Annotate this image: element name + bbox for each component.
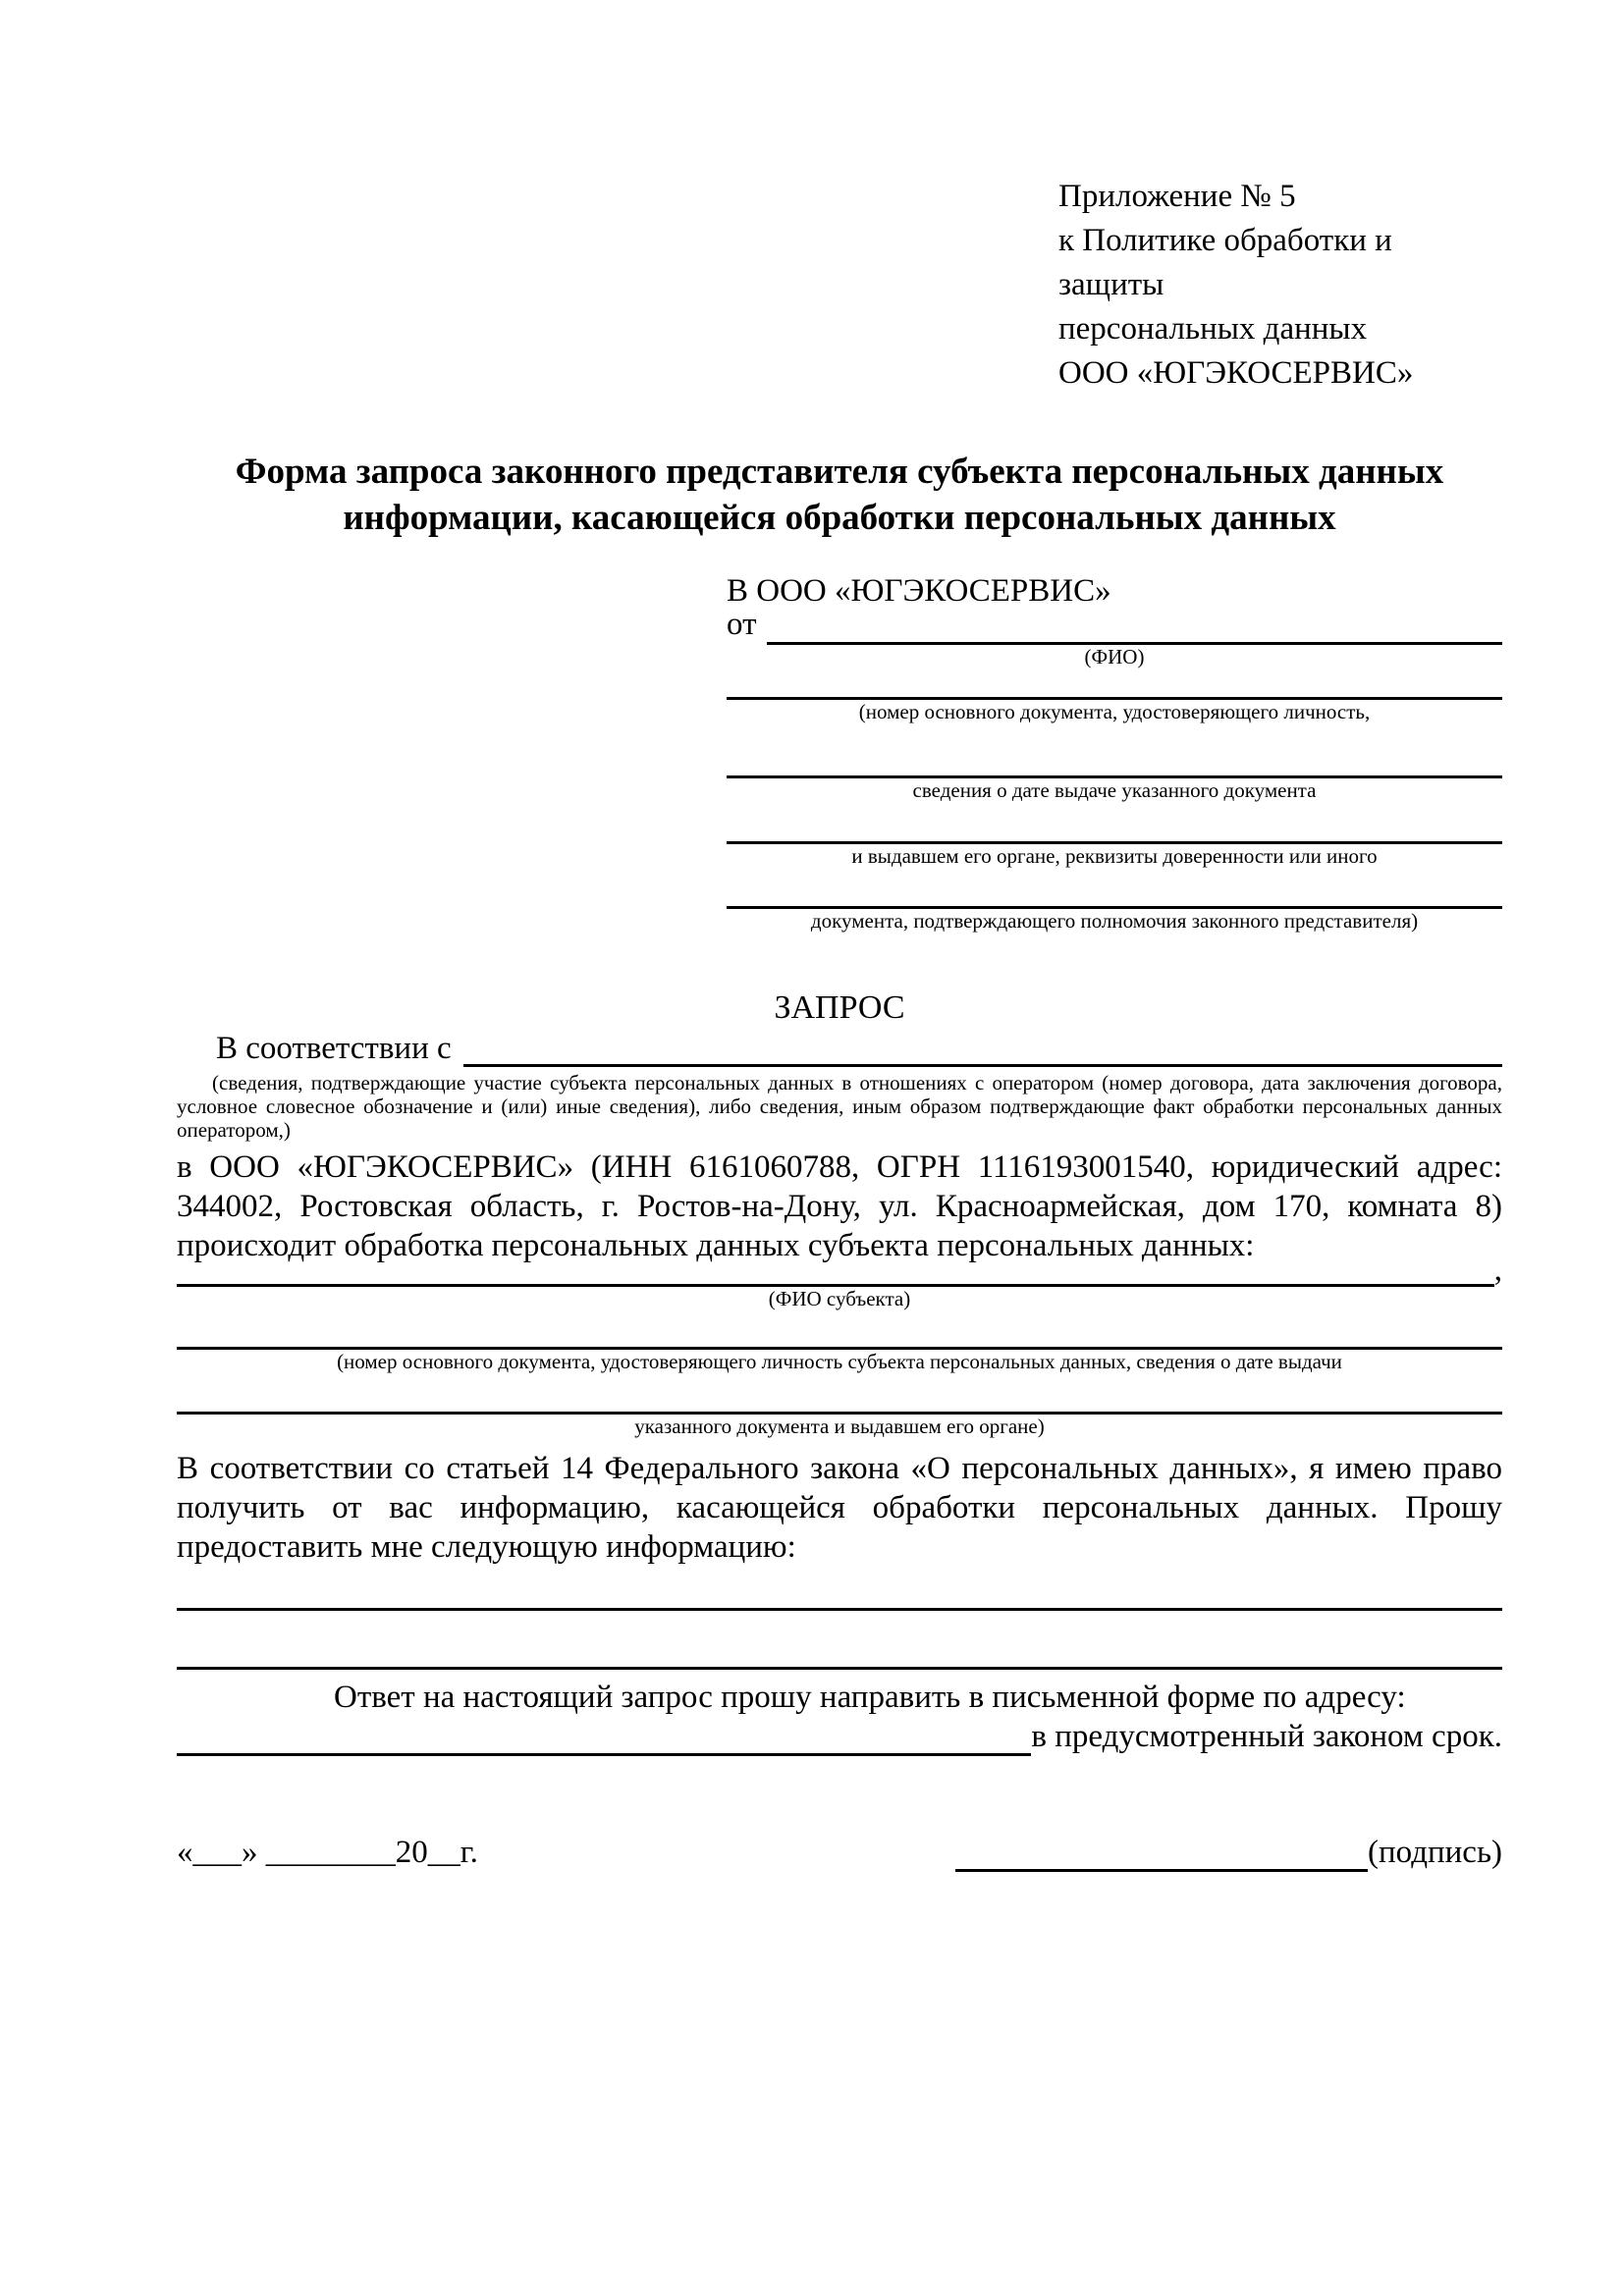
representative-doc-caption-2: сведения о дате выдаче указанного документа [912, 778, 1317, 802]
law-paragraph: В соответствии со статьей 14 Федерального закона «О персональных данных», я имею право получить от вас информацию, касающейся обработки персональных данных. Прошу предоставить мне следующую информацию: [177, 1451, 1502, 1565]
reply-paragraph: Ответ на настоящий запрос прошу направить в письменной форме по адресу: [334, 1680, 1406, 1715]
from-field-row [727, 607, 1502, 645]
subject-doc-caption-1: (номер основного документа, удостоверяющего личность субъекта персональных данных, сведения о дате выдачи [337, 1350, 1342, 1373]
reply-suffix: в предусмотренный законом срок. [1031, 1719, 1502, 1754]
operator-paragraph: в ООО «ЮГЭКОСЕРВИС» (ИНН 6161060788, ОГРН 1116193001540, юридический адрес: 344002, Ростовская область, г. Ростов-на-Дону, ул. Красноармейская, дом 170, комната 8) происходит обработка персональных данных субъекта персональных данных: [177, 1149, 1502, 1263]
request-heading: ЗАПРОС [774, 989, 905, 1026]
requested-info-input-line-1[interactable] [177, 1567, 1502, 1611]
form-title [177, 449, 1502, 541]
form-title-line-1: Форма запроса законного представителя субъекта персональных данных [235, 452, 1444, 492]
appendix-line: ООО «ЮГЭКОСЕРВИС» [1058, 355, 1414, 391]
representative-doc-input-line-2[interactable] [727, 724, 1502, 778]
fio-caption: (ФИО) [1084, 645, 1145, 668]
addressee-org: В ООО «ЮГЭКОСЕРВИС» [727, 573, 1111, 609]
footer-row [177, 1833, 1502, 1872]
comma-suffix: , [1493, 1253, 1502, 1288]
subject-doc-caption-2: указанного документа и выдавшем его органе) [634, 1415, 1045, 1438]
subject-doc-input-line-2[interactable] [177, 1374, 1502, 1415]
signature-input-line[interactable] [955, 1840, 1368, 1872]
subject-fio-row [177, 1253, 1502, 1288]
subject-doc-input-line-1[interactable] [177, 1311, 1502, 1350]
representative-doc-input-line-3[interactable] [727, 803, 1502, 844]
appendix-line: Приложение № 5 [1058, 179, 1296, 214]
addressee-block [727, 570, 1502, 934]
signature-caption: (подпись) [1368, 1835, 1502, 1870]
reply-address-row [177, 1717, 1502, 1756]
from-label: от [727, 607, 757, 642]
accordance-input-line[interactable] [463, 1064, 1502, 1067]
representative-doc-caption-3: и выдавшем его органе, реквизиты доверенности или иного [851, 844, 1378, 868]
appendix-block [1058, 175, 1502, 396]
representative-doc-caption-4: документа, подтверждающего полномочия законного представителя) [810, 909, 1419, 933]
representative-doc-input-line-4[interactable] [727, 869, 1502, 909]
signature-block [955, 1833, 1502, 1872]
representative-doc-input-line-1[interactable] [727, 669, 1502, 700]
accordance-note: (сведения, подтверждающие участие субъекта персональных данных в отношениях с оператором (номер договора, дата заключения договора, условное словесное обозначение и (или) иные сведения), либо сведения, иным образом подтверждающие факт обработки персональных данных оператором,) [177, 1071, 1502, 1142]
requested-info-input-line-2[interactable] [177, 1611, 1502, 1670]
appendix-line: к Политике обработки и защиты [1058, 223, 1392, 302]
date-field[interactable]: «___» ________20__г. [177, 1835, 478, 1870]
reply-address-input-line[interactable] [177, 1753, 1031, 1756]
representative-doc-caption-1: (номер основного документа, удостоверяющего личность, [858, 700, 1371, 723]
form-title-line-2: информации, касающейся обработки персональных данных [343, 498, 1336, 538]
accordance-label: В соответствии с [216, 1031, 452, 1066]
appendix-line: персональных данных [1058, 311, 1368, 347]
accordance-row [177, 1028, 1502, 1067]
subject-fio-caption: (ФИО субъекта) [768, 1287, 911, 1310]
